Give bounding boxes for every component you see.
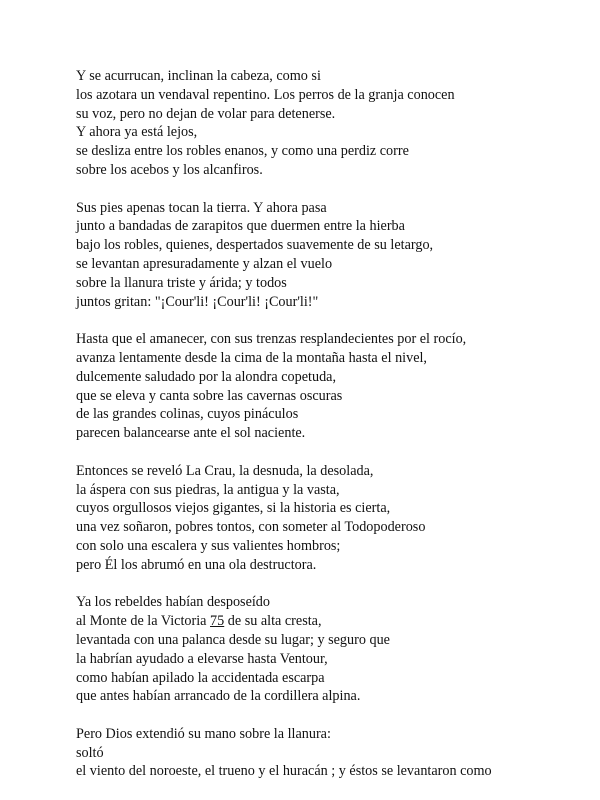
stanza-5 <box>76 593 576 706</box>
poem-line: bajo los robles, quienes, despertados suavemente de su letargo, <box>76 237 434 254</box>
poem-line: juntos gritan: "¡Cour'li! ¡Cour'li! ¡Cour'li!" <box>76 293 319 310</box>
poem-line: se desliza entre los robles enanos, y como una perdiz corre <box>76 143 409 160</box>
poem-line: Entonces se reveló La Crau, la desnuda, la desolada, <box>76 462 374 479</box>
poem-line: Pero Dios extendió su mano sobre la llanura: <box>76 725 331 742</box>
poem-page <box>76 67 576 800</box>
poem-line: Y ahora ya está lejos, <box>76 124 198 141</box>
poem-line: con solo una escalera y sus valientes hombros; <box>76 537 341 554</box>
poem-line: levantada con una palanca desde su lugar; y seguro que <box>76 631 390 648</box>
poem-line: de las grandes colinas, cuyos pináculos <box>76 406 299 423</box>
poem-line: sobre la llanura triste y árida; y todos <box>76 274 287 291</box>
poem-line: Hasta que el amanecer, con sus trenzas resplandecientes por el rocío, <box>76 331 467 348</box>
poem-line: que se eleva y canta sobre las cavernas oscuras <box>76 387 343 404</box>
poem-line: junto a bandadas de zarapitos que duermen entre la hierba <box>76 218 405 235</box>
poem-line: los azotara un vendaval repentino. Los perros de la granja conocen <box>76 86 455 103</box>
poem-line: como habían apilado la accidentada escarpa <box>76 669 325 686</box>
poem-line: cuyos orgullosos viejos gigantes, si la historia es cierta, <box>76 500 391 517</box>
poem-line: parecen balancearse ante el sol naciente. <box>76 425 306 442</box>
stanza-6 <box>76 725 576 781</box>
poem-line: Ya los rebeldes habían desposeído <box>76 594 270 611</box>
poem-line: el viento del noroeste, el trueno y el huracán ; y éstos se levantaron como <box>76 763 492 780</box>
stanza-3 <box>76 330 576 443</box>
poem-line: dulcemente saludado por la alondra copetuda, <box>76 368 337 385</box>
poem-line: pero Él los abrumó en una ola destructora. <box>76 556 317 573</box>
poem-line: una vez soñaron, pobres tontos, con someter al Todopoderoso <box>76 519 426 536</box>
poem-line: que antes habían arrancado de la cordillera alpina. <box>76 688 361 705</box>
poem-line: soltó <box>76 744 104 761</box>
poem-line: la habrían ayudado a elevarse hasta Ventour, <box>76 650 328 667</box>
poem-line: la áspera con sus piedras, la antigua y la vasta, <box>76 481 340 498</box>
poem-line: sobre los acebos y los alcanfiros. <box>76 161 263 178</box>
stanza-4 <box>76 462 576 575</box>
poem-line: se levantan apresuradamente y alzan el vuelo <box>76 255 333 272</box>
poem-line-with-footnote <box>76 612 576 631</box>
poem-line: Y se acurrucan, inclinan la cabeza, como si <box>76 68 321 84</box>
poem-line: avanza lentamente desde la cima de la montaña hasta el nivel, <box>76 349 427 366</box>
poem-line: Sus pies apenas tocan la tierra. Y ahora pasa <box>76 199 327 216</box>
footnote-link[interactable]: 75 <box>210 613 225 630</box>
poem-line-text: de su alta cresta, <box>224 613 322 630</box>
poem-line-text: al Monte de la Victoria <box>76 613 211 630</box>
stanza-2 <box>76 199 576 312</box>
stanza-1 <box>76 67 576 180</box>
poem-line: su voz, pero no dejan de volar para detenerse. <box>76 105 336 122</box>
